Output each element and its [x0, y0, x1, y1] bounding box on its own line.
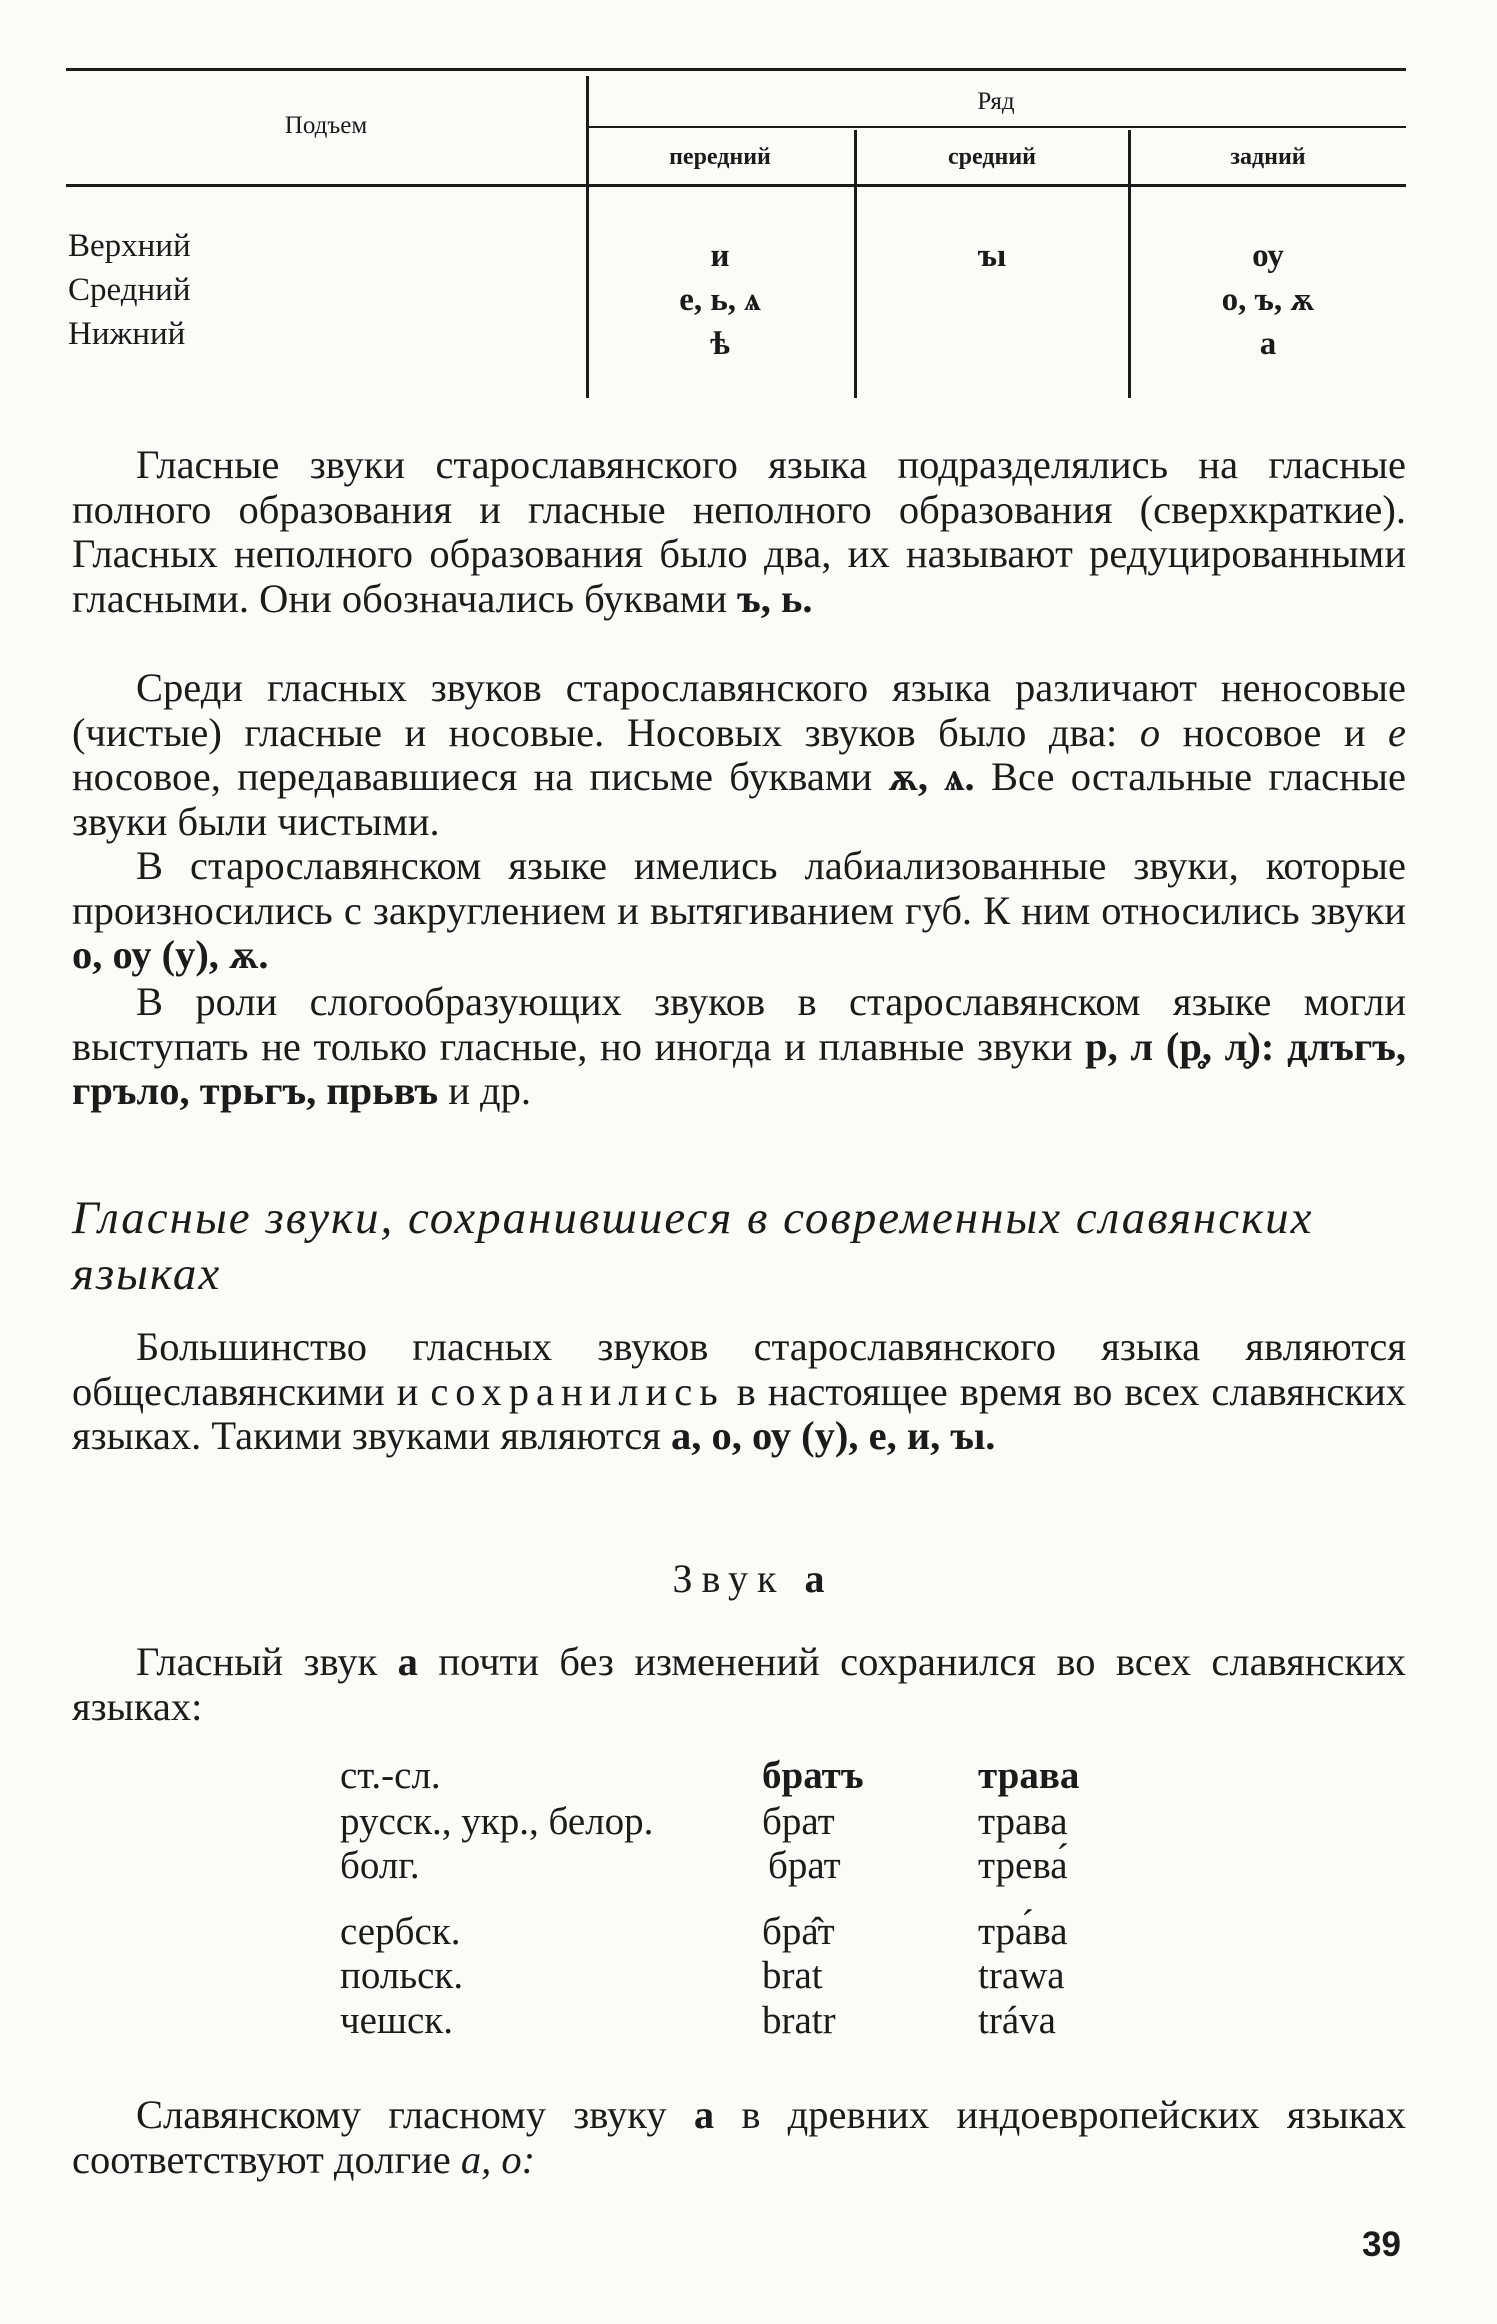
header-back: задний — [1230, 144, 1306, 170]
cell-middle-back: о, ъ, ѫ — [1221, 282, 1315, 318]
paragraph-text: В старославянском языке имелись лабиализованные звуки, которые произносились с закруглением и вытягиванием губ. К ним относились звуки — [72, 843, 1406, 933]
paragraph-common-slavic — [72, 1325, 1406, 1459]
paragraph-text: Все остальные гласные звуки были чистыми. — [72, 754, 1406, 844]
header-central: средний — [948, 144, 1036, 170]
example-word-trava: трева́ — [978, 1844, 1068, 1887]
old-slavonic-letter: а — [397, 1639, 418, 1684]
old-slavonic-letters: ѫ, ѧ. — [888, 754, 975, 799]
paragraph-text: носовое, передававшиеся на письме буквами — [72, 754, 873, 799]
example-lang: чешск. — [340, 1999, 453, 2042]
example-word-trava: трава — [978, 1800, 1068, 1843]
example-word-brat: brat — [762, 1954, 823, 1997]
row-label-middle: Средний — [68, 272, 191, 308]
old-slavonic-letters: ъ, ь. — [737, 575, 813, 621]
cell-lower-back: а — [1259, 326, 1277, 362]
cell-middle-front: е, ь, ѧ — [679, 282, 761, 318]
example-word-brat: брат — [768, 1844, 841, 1887]
paragraph-text: Гласные звуки старославянского языка подразделялись на гласные полного образования и гласные неполного образования (сверхкраткие). Гласных неполного образования было два, их называют редуцированными гласными. Они обозначались буквами — [72, 442, 1406, 621]
table-top-rule — [66, 68, 1406, 71]
paragraph-text: в настоящее время во всех славянских языках. Такими звуками являются — [72, 1368, 1406, 1458]
italic-letter: о — [1139, 709, 1161, 755]
example-word-trava: трава — [978, 1754, 1080, 1797]
subheading-text: Звук — [672, 1556, 786, 1601]
cell-upper-central: ъı — [977, 238, 1007, 274]
example-word-trava: тра́ва — [978, 1910, 1068, 1953]
header-rise: Подъем — [284, 112, 368, 139]
row-label-upper: Верхний — [68, 228, 191, 264]
table-header-rule — [66, 184, 1406, 187]
example-word-brat: брат — [762, 1800, 835, 1843]
paragraph-text: Гласный звук — [136, 1639, 378, 1684]
paragraph-syllabic — [72, 980, 1406, 1114]
example-word-trava: trawa — [978, 1954, 1065, 1997]
paragraph-text: и др. — [448, 1068, 531, 1113]
italic-letters: а, о: — [460, 2136, 536, 2182]
table-mid-rule — [586, 126, 1406, 128]
italic-letter: е — [1388, 709, 1407, 755]
paragraph-nasal-vowels — [72, 666, 1406, 844]
old-slavonic-letters: а, о, оу (у), е, и, ъı. — [671, 1413, 996, 1458]
example-lang: русск., укр., белор. — [340, 1800, 654, 1843]
cell-upper-front: и — [710, 238, 730, 274]
example-lang: польск. — [340, 1954, 464, 1997]
example-lang: сербск. — [340, 1910, 461, 1953]
old-slavonic-letters: р, л (р̥, л̥): — [1085, 1023, 1275, 1069]
old-slavonic-letter: а — [804, 1556, 825, 1601]
old-slavonic-words: длъгъ, гръло, трьгъ, прьвъ — [72, 1023, 1407, 1113]
cell-upper-back: оу — [1252, 238, 1284, 274]
paragraph-reduced-vowels — [72, 443, 1406, 621]
example-word-brat: бра̂т — [762, 1910, 835, 1953]
header-front: передний — [669, 144, 771, 170]
paragraph-text: В роли слогообразующих звуков в старославянском языке могли выступать не только гласные, но иногда и плавные звуки — [72, 979, 1406, 1069]
vowel-table — [66, 68, 1406, 398]
paragraph-text: в древних индоевропейских языках соответствуют долгие — [72, 2092, 1407, 2182]
cell-lower-front: ѣ — [710, 326, 730, 362]
header-row: Ряд — [977, 88, 1015, 115]
paragraph-labialized — [72, 844, 1406, 978]
paragraph-sound-a — [72, 1640, 1406, 1729]
paragraph-text: Большинство гласных звуков старославянского языка являются общеславянскими и — [72, 1324, 1406, 1414]
page-number: 39 — [1362, 2225, 1401, 2264]
section-heading: Гласные звуки, сохранившиеся в современных славянских языках — [72, 1192, 1314, 1300]
paragraph-text: почти без изменений сохранился во всех славянских языках: — [72, 1639, 1407, 1729]
example-word-trava: tráva — [978, 1999, 1056, 2042]
old-slavonic-letter: а — [693, 2092, 715, 2137]
example-lang: болг. — [340, 1844, 420, 1887]
example-lang: ст.-сл. — [340, 1754, 441, 1797]
paragraph-indo-european — [72, 2093, 1406, 2182]
paragraph-text: Славянскому гласному звуку — [136, 2092, 667, 2137]
spaced-emphasis: сохранились — [430, 1368, 725, 1414]
subheading-sound-a — [0, 1555, 1497, 1602]
example-word-brat: братъ — [762, 1754, 864, 1797]
old-slavonic-letters: о, оу (у), ѫ. — [72, 932, 269, 977]
example-word-brat: bratr — [762, 1999, 836, 2042]
paragraph-text: носовое и — [1182, 709, 1366, 755]
row-label-lower: Нижний — [68, 316, 186, 352]
paragraph-text: Среди гласных звуков старославянского языка различают неносовые (чистые) гласные и носовые. Носовых звуков было два: — [72, 665, 1406, 755]
